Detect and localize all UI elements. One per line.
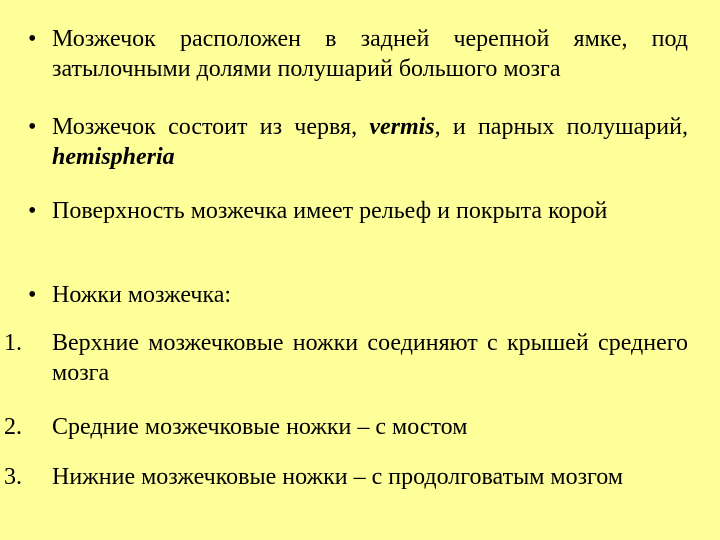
bullet-text [52, 24, 688, 84]
text-run: Поверхность мозжечка имеет рельеф и покрыта корой [52, 198, 608, 224]
bullet-item-location [26, 24, 688, 84]
text-run: , и парных полушарий, [434, 114, 688, 140]
bullet-item-surface [26, 196, 688, 226]
bullet-marker: • [28, 282, 37, 308]
numbered-item-inferior [4, 462, 688, 492]
text-run: Нижние мозжечковые ножки – с продолговатым мозгом [52, 464, 624, 490]
latin-term-hemispheria: hemispheria [52, 144, 175, 170]
bullet-item-peduncles [26, 280, 688, 310]
text-run: Ножки мозжечка: [52, 282, 232, 308]
number-marker: 2. [4, 414, 22, 440]
bullet-item-structure [26, 112, 688, 172]
numbered-text [52, 328, 688, 388]
text-run: Мозжечок расположен в задней черепной ямке, под затылочными долями полушарий большого мозга [52, 26, 688, 82]
numbered-item-superior [4, 328, 688, 388]
numbered-text [52, 462, 688, 492]
latin-term-vermis: vermis [369, 114, 435, 140]
text-run: Мозжечок состоит из червя, [52, 114, 370, 140]
number-marker: 3. [4, 464, 22, 490]
bullet-marker: • [28, 114, 37, 140]
text-run: Верхние мозжечковые ножки соединяют с крышей среднего мозга [52, 330, 688, 386]
bullet-text [52, 112, 688, 172]
text-run: Средние мозжечковые ножки – с мостом [52, 414, 468, 440]
numbered-item-middle [4, 412, 688, 442]
number-marker: 1. [4, 330, 22, 356]
bullet-text [52, 196, 688, 226]
bullet-marker: • [28, 198, 37, 224]
bullet-marker: • [28, 26, 37, 52]
numbered-text [52, 412, 688, 442]
bullet-text [52, 280, 688, 310]
